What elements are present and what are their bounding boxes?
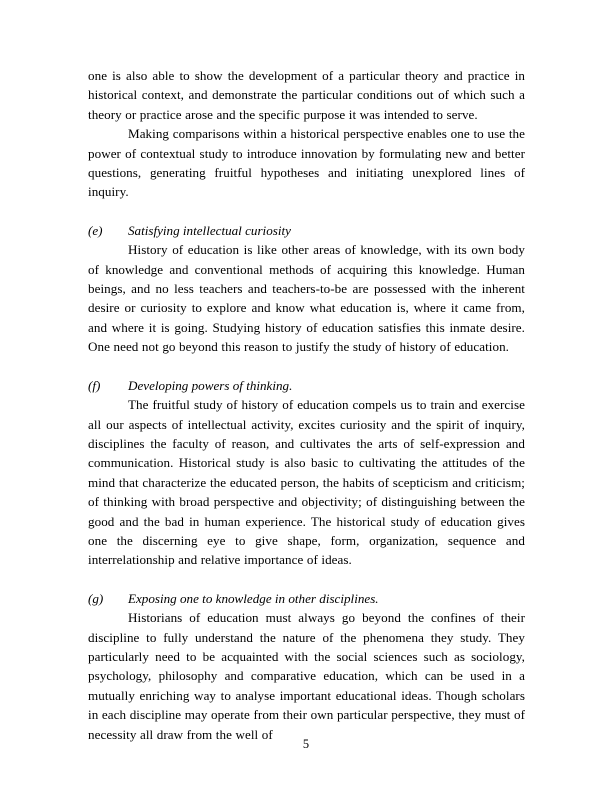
section-title-g: Exposing one to knowledge in other disciplines. [128,590,379,606]
section-body-g: Historians of education must always go beyond the confines of their discipline to fully understand the nature of the phenomena they study. They particularly need to be acquainted with the social sciences such as sociology, psychology, philosophy and comparative education, which can be used in a mutually enriching way to analyse important educational ideas. Though scholars in each discipline may operate from their own particular perspective, they must of necessity all draw from the well of [88,610,525,742]
page-number: 5 [302,737,310,751]
section-title-e: Satisfying intellectual curiosity [128,222,291,238]
section-body-f: The fruitful study of history of education compels us to train and exercise all our aspects of intellectual activity, excites curiosity and the spirit of inquiry, disciplines the faculty of reason, and cultivates the arts of self-expression and communication. Historical study is also basic to cultivating the attitudes of the mind that characterize the educated person, the habits of scepticism and criticism; of thinking with broad perspective and objectivity; of distinguishing between the good and the bad in human experience. The historical study of education gives one the discerning eye to give shape, form, organization, sequence and interrelationship and relative importance of ideas. [88,397,525,568]
section-heading-e [88,221,525,240]
section-marker-f: (f) [88,377,101,393]
section-marker-e: (e) [88,222,103,238]
section-heading-f [88,376,525,395]
spacer-before-section-g [88,570,525,589]
paragraph-continuation: one is also able to show the development of a particular theory and practice in historical context, and demonstrate the particular conditions out of which such a theory or practice arose and the specific purpose it was intended to serve. [88,68,525,122]
section-marker-g: (g) [88,590,104,606]
paragraph-making-comparisons: Making comparisons within a historical perspective enables one to use the power of contextual study to introduce innovation by formulating new and better questions, generating fruitful hypotheses and initiating unexplored lines of inquiry. [88,126,525,200]
section-heading-g [88,589,525,608]
section-body-e: History of education is like other areas of knowledge, with its own body of knowledge and conventional methods of acquiring this knowledge. Human beings, and no less teachers and teachers-to-be are possessed with the inherent desire or curiosity to explore and know what education is, where it came from, and where it is going. Studying history of education satisfies this inmate desire. One need not go beyond this reason to justify the study of history of education. [88,242,525,355]
section-title-f: Developing powers of thinking. [128,377,293,393]
spacer-before-section-f [88,357,525,376]
spacer-before-section-e [88,202,525,221]
page-body-text [88,66,525,744]
